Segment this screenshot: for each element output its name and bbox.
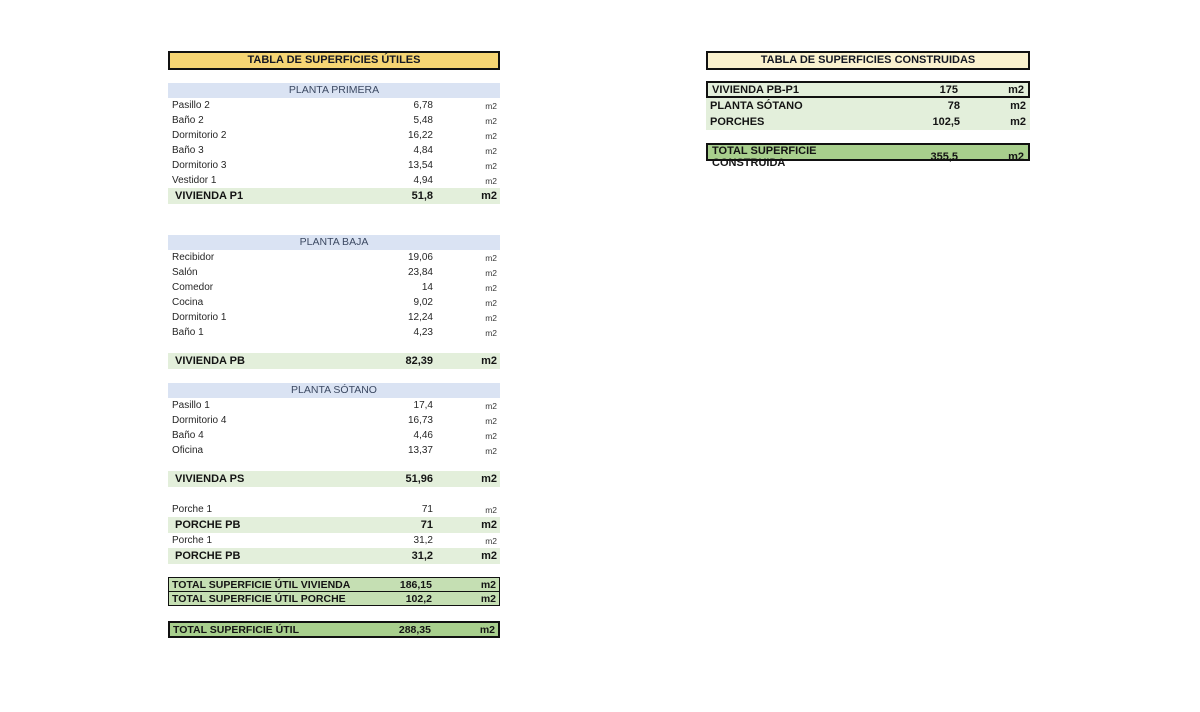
row-value: 23,84	[407, 267, 433, 278]
total-unit: m2	[480, 592, 496, 605]
subtotal-label: VIVIENDA P1	[175, 190, 244, 202]
subtotal-label: VIVIENDA PB	[175, 355, 245, 367]
table-row	[168, 295, 500, 310]
grand-total-value: 355,5	[930, 151, 958, 163]
row-value: 4,84	[413, 145, 433, 156]
subtotal-value: 51,96	[405, 473, 433, 485]
row-label: Porche 1	[172, 535, 213, 546]
row-label: Porche 1	[172, 504, 213, 515]
row-unit: m2	[485, 535, 497, 546]
row-value: 31,2	[413, 535, 433, 546]
row-label: Baño 2	[172, 115, 204, 126]
row-unit: m2	[1008, 83, 1024, 96]
subtotal-unit: m2	[481, 519, 497, 531]
table-row	[168, 280, 500, 295]
built-table-title: TABLA DE SUPERFICIES CONSTRUIDAS	[706, 51, 1030, 70]
total-label: TOTAL SUPERFICIE ÚTIL PORCHE	[172, 592, 346, 605]
built-row-vivienda-pb-p1	[706, 81, 1030, 98]
row-unit: m2	[1010, 116, 1026, 128]
section-header-planta-primera: PLANTA PRIMERA	[168, 83, 500, 98]
total-row-util-vivienda	[168, 577, 500, 592]
built-row-planta-sotano	[706, 98, 1030, 114]
total-label: TOTAL SUPERFICIE ÚTIL VIVIENDA	[172, 578, 351, 591]
row-unit: m2	[485, 267, 497, 278]
table-row	[168, 310, 500, 325]
total-value: 186,15	[399, 578, 432, 591]
totals-block	[168, 577, 500, 606]
row-label: VIVIENDA PB-P1	[712, 83, 800, 96]
row-label: Recibidor	[172, 252, 215, 263]
row-value: 5,48	[413, 115, 433, 126]
grand-total-value: 288,35	[398, 623, 431, 636]
row-value: 78	[947, 100, 960, 112]
row-label: Salón	[172, 267, 198, 278]
row-value: 14	[421, 282, 433, 293]
row-value: 9,02	[413, 297, 433, 308]
section-planta-primera	[168, 83, 500, 204]
row-value: 6,78	[413, 100, 433, 111]
row-label: Baño 4	[172, 430, 204, 441]
row-label: Baño 1	[172, 327, 204, 338]
useful-table-title: TABLA DE SUPERFICIES ÚTILES	[168, 51, 500, 70]
table-row	[168, 398, 500, 413]
grand-total-label: TOTAL SUPERFICIE ÚTIL	[173, 623, 300, 636]
row-unit: m2	[485, 430, 497, 441]
section-header-planta-sotano: PLANTA SÓTANO	[168, 383, 500, 398]
row-label: Dormitorio 4	[172, 415, 227, 426]
grand-total-label: TOTAL SUPERFICIE CONSTRUIDA	[712, 145, 817, 169]
table-row	[168, 325, 500, 340]
row-unit: m2	[485, 400, 497, 411]
row-value: 13,37	[407, 445, 433, 456]
total-value: 102,2	[405, 592, 432, 605]
row-unit: m2	[485, 297, 497, 308]
table-row	[168, 143, 500, 158]
total-unit: m2	[480, 578, 496, 591]
table-row	[168, 173, 500, 188]
row-unit: m2	[485, 445, 497, 456]
grand-total-row-construida	[706, 143, 1030, 169]
row-value: 102,5	[932, 116, 960, 128]
section-porches	[168, 502, 500, 564]
row-unit: m2	[1010, 100, 1026, 112]
subtotal-value: 51,8	[411, 190, 433, 202]
row-value: 13,54	[407, 160, 433, 171]
row-unit: m2	[485, 100, 497, 111]
row-unit: m2	[485, 160, 497, 171]
row-value: 16,73	[407, 415, 433, 426]
subtotal-unit: m2	[481, 473, 497, 485]
built-surfaces-table	[706, 51, 1030, 169]
grand-total-row-util	[168, 621, 500, 638]
subtotal-label: PORCHE PB	[175, 519, 241, 531]
total-row-util-porche	[168, 591, 500, 606]
row-unit: m2	[485, 252, 497, 263]
subtotal-value: 31,2	[411, 550, 433, 562]
row-value: 71	[421, 504, 433, 515]
table-row	[168, 98, 500, 113]
section-planta-sotano	[168, 383, 500, 487]
subtotal-row-vivienda-p1	[168, 188, 500, 204]
section-planta-baja	[168, 235, 500, 369]
subtotal-unit: m2	[481, 355, 497, 367]
table-row	[168, 113, 500, 128]
table-row-porche-1	[168, 502, 500, 517]
row-unit: m2	[485, 115, 497, 126]
row-label: Baño 3	[172, 145, 204, 156]
subtotal-label: PORCHE PB	[175, 550, 241, 562]
subtotal-unit: m2	[481, 190, 497, 202]
row-unit: m2	[485, 504, 497, 515]
subtotal-row-vivienda-pb	[168, 353, 500, 369]
row-label: Vestidor 1	[172, 175, 217, 186]
table-row	[168, 443, 500, 458]
row-value: 4,23	[413, 327, 433, 338]
subtotal-label: VIVIENDA PS	[175, 473, 245, 485]
useful-surfaces-table	[168, 51, 500, 638]
row-label: Dormitorio 3	[172, 160, 227, 171]
table-row	[168, 158, 500, 173]
row-label: Comedor	[172, 282, 214, 293]
subtotal-value: 82,39	[405, 355, 433, 367]
row-value: 4,46	[413, 430, 433, 441]
row-unit: m2	[485, 175, 497, 186]
row-label: PORCHES	[710, 116, 765, 128]
row-label: Oficina	[172, 445, 204, 456]
table-row-porche-2	[168, 533, 500, 548]
table-row	[168, 128, 500, 143]
table-row	[168, 265, 500, 280]
subtotal-value: 71	[420, 519, 433, 531]
subtotal-unit: m2	[481, 550, 497, 562]
row-value: 4,94	[413, 175, 433, 186]
subtotal-row-porche-pb-2	[168, 548, 500, 564]
row-value: 17,4	[413, 400, 433, 411]
row-label: Pasillo 2	[172, 100, 210, 111]
row-label: Pasillo 1	[172, 400, 210, 411]
row-value: 175	[939, 83, 958, 96]
row-value: 16,22	[407, 130, 433, 141]
row-unit: m2	[485, 145, 497, 156]
row-unit: m2	[485, 130, 497, 141]
row-label: Cocina	[172, 297, 204, 308]
row-label: PLANTA SÓTANO	[710, 100, 803, 112]
built-row-porches	[706, 114, 1030, 130]
row-unit: m2	[485, 327, 497, 338]
row-unit: m2	[485, 312, 497, 323]
table-row	[168, 250, 500, 265]
row-value: 12,24	[407, 312, 433, 323]
subtotal-row-porche-pb-1	[168, 517, 500, 533]
table-row	[168, 428, 500, 443]
grand-total-unit: m2	[1008, 151, 1024, 163]
row-label: Dormitorio 1	[172, 312, 227, 323]
row-unit: m2	[485, 282, 497, 293]
section-header-planta-baja: PLANTA BAJA	[168, 235, 500, 250]
row-value: 19,06	[407, 252, 433, 263]
grand-total-unit: m2	[479, 623, 495, 636]
row-unit: m2	[485, 415, 497, 426]
subtotal-row-vivienda-ps	[168, 471, 500, 487]
row-label: Dormitorio 2	[172, 130, 227, 141]
table-row	[168, 413, 500, 428]
